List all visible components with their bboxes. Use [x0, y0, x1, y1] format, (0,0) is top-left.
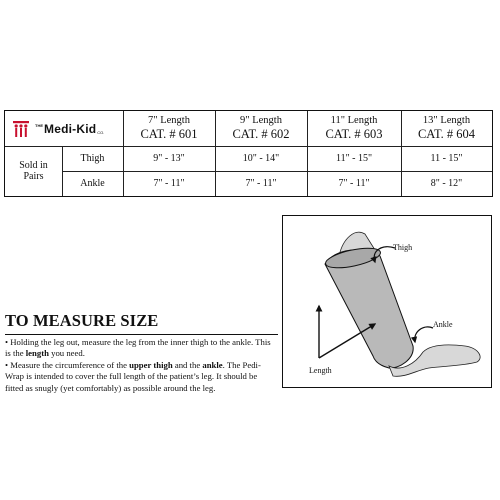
row-label-thigh: Thigh — [80, 152, 105, 164]
length-label: Length — [309, 366, 332, 375]
leg-wrap-illustration — [283, 216, 490, 386]
column-header-601 — [123, 111, 215, 146]
table-cell: 7" - 11" — [338, 177, 370, 189]
ankle-arrow — [415, 327, 433, 342]
column-cat: CAT. # 602 — [232, 127, 290, 142]
size-table — [4, 110, 493, 197]
column-length: 13" Length — [422, 115, 471, 127]
column-length: 7" Length — [148, 115, 190, 127]
ankle-label: Ankle — [433, 320, 453, 329]
table-cell: 10" - 14" — [242, 152, 280, 164]
sold-in-pairs-label: Sold in Pairs — [19, 159, 48, 182]
column-header-604 — [401, 111, 492, 146]
instruction-text: • Measure the circumference of the — [5, 359, 130, 370]
instruction-emphasis: upper thigh — [129, 359, 173, 370]
instruction-item — [5, 337, 277, 360]
table-cell: 8" - 12" — [430, 177, 463, 189]
column-cat: CAT. # 604 — [417, 127, 476, 142]
brand-prefix: THE — [35, 123, 43, 128]
title-rule — [5, 334, 278, 335]
row-label-ankle: Ankle — [80, 177, 105, 189]
brand-name: Medi-Kid — [44, 121, 97, 136]
column-length: 9" Length — [240, 115, 282, 127]
table-cell: 11" - 15" — [335, 152, 373, 164]
thigh-label: Thigh — [393, 243, 413, 252]
instruction-item — [5, 360, 277, 394]
column-cat: CAT. # 601 — [140, 127, 198, 142]
column-header-602 — [215, 111, 307, 146]
brand-suffix: CO. — [97, 130, 105, 135]
column-length: 11" Length — [330, 115, 378, 127]
column-header-603 — [307, 111, 401, 146]
table-cell: 7" - 11" — [245, 177, 277, 189]
instruction-text: and the — [172, 359, 203, 370]
medi-kid-logo — [5, 111, 123, 146]
measure-instructions — [5, 337, 277, 394]
instruction-text: . The Pedi-Wrap is intended to cover the full length of the patient’s leg. It should be fitted as snugly (yet comfortably) as possible around the leg. — [5, 359, 261, 393]
table-cell: 11 - 15" — [430, 152, 463, 164]
instruction-text: • Holding the leg out, measure the leg from the inner thigh to the ankle. This is the — [5, 337, 271, 359]
measure-title: TO MEASURE SIZE — [5, 311, 159, 330]
table-cell: 7" - 11" — [153, 177, 185, 189]
instruction-emphasis: ankle — [202, 359, 223, 370]
instruction-emphasis: length — [25, 348, 49, 359]
instruction-text: you need. — [48, 348, 85, 359]
column-cat: CAT. # 603 — [325, 127, 383, 142]
measurement-diagram — [282, 215, 492, 388]
table-cell: 9" - 13" — [153, 152, 185, 164]
medi-kid-logo-icon — [13, 121, 29, 137]
